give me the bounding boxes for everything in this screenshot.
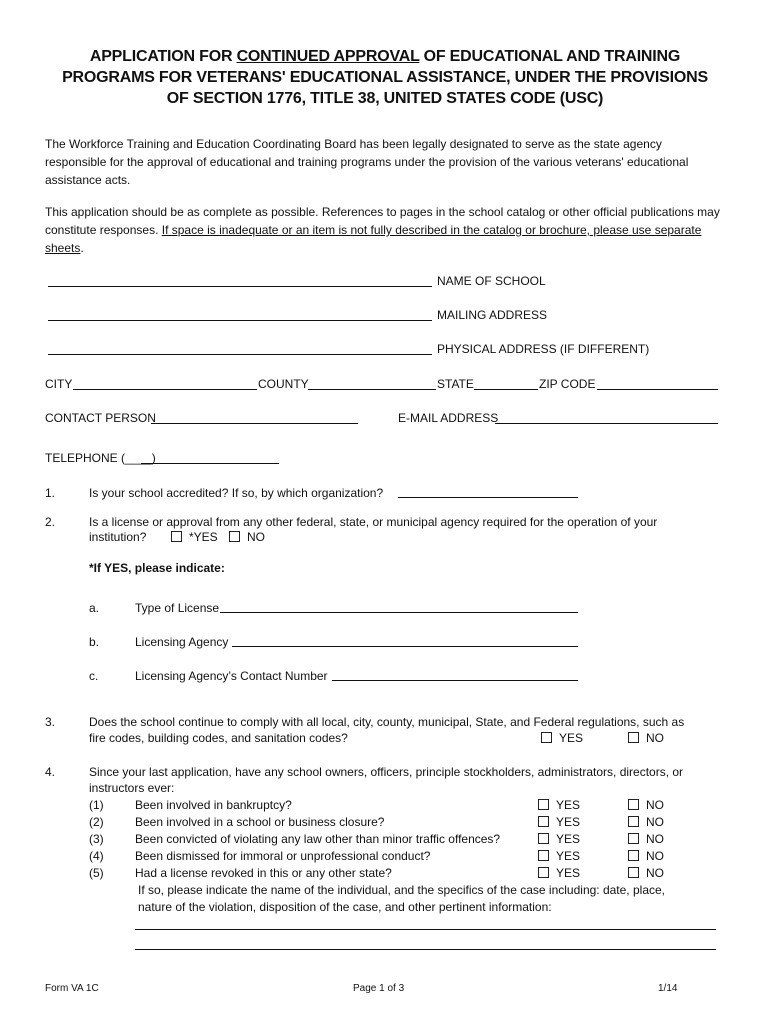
no-label: NO [646, 815, 664, 829]
zip-line[interactable] [597, 389, 718, 390]
q4-item-no-option[interactable] [628, 865, 664, 881]
q2-no-label: NO [247, 530, 265, 544]
q2-yes-label: *YES [189, 530, 218, 544]
q2-if-yes-heading: *If YES, please indicate: [89, 561, 225, 575]
q2-text-line1: Is a license or approval from any other federal, state, or municipal agency required for the operation of your [89, 515, 658, 529]
title-line1-underlined: CONTINUED APPROVAL [236, 48, 420, 65]
q2a-letter: a. [89, 601, 100, 615]
q2-number: 2. [45, 515, 56, 529]
q2-yes-option[interactable] [171, 529, 218, 545]
q3-no-checkbox[interactable] [628, 732, 639, 743]
physical-address-line[interactable] [48, 354, 432, 355]
q4-text-line2: instructors ever: [89, 781, 175, 795]
q4-item-no-option[interactable] [628, 831, 664, 847]
county-label: COUNTY [258, 377, 309, 391]
intro-paragraph-2 [45, 203, 725, 257]
q4-answer-line-1[interactable] [135, 929, 716, 930]
footer-date: 1/14 [658, 983, 678, 994]
q4-item-yes-option[interactable] [538, 865, 580, 881]
q2c-letter: c. [89, 669, 99, 683]
q4-item-number: (1) [89, 798, 104, 812]
no-label: NO [646, 849, 664, 863]
q4-item-text: Been involved in bankruptcy? [135, 798, 292, 812]
q2-no-checkbox[interactable] [229, 531, 240, 542]
q4-followup-line2: nature of the violation, disposition of the case, and other pertinent information: [138, 900, 552, 914]
zip-label: ZIP CODE [539, 377, 596, 391]
q4-item-text: Been convicted of violating any law other than minor traffic offences? [135, 832, 501, 846]
telephone-line[interactable] [141, 463, 279, 464]
yes-checkbox[interactable] [538, 833, 549, 844]
mailing-address-line[interactable] [48, 320, 432, 321]
q4-item-text: Been involved in a school or business closure? [135, 815, 385, 829]
q2a-label: Type of License [135, 601, 220, 615]
title-line2: PROGRAMS FOR VETERANS' EDUCATIONAL ASSISTANCE, UNDER THE PROVISIONS [62, 69, 708, 86]
intro-paragraph-2-plain: This application should be as complete as possible. References to pages in the school catalog or other official publications may constitute responses. [45, 205, 720, 237]
q2b-label: Licensing Agency [135, 635, 229, 649]
q4-item-number: (3) [89, 832, 104, 846]
yes-checkbox[interactable] [538, 867, 549, 878]
city-label: CITY [45, 377, 73, 391]
physical-address-label: PHYSICAL ADDRESS (IF DIFFERENT) [437, 342, 650, 356]
no-checkbox[interactable] [628, 816, 639, 827]
yes-checkbox[interactable] [538, 816, 549, 827]
q3-no-option[interactable] [628, 730, 664, 746]
email-label: E-MAIL ADDRESS [398, 411, 499, 425]
email-line[interactable] [495, 423, 718, 424]
no-checkbox[interactable] [628, 850, 639, 861]
q4-item-number: (4) [89, 849, 104, 863]
q4-number: 4. [45, 765, 56, 779]
yes-checkbox[interactable] [538, 850, 549, 861]
title-line3: OF SECTION 1776, TITLE 38, UNITED STATES CODE (USC) [166, 90, 604, 107]
q4-item-text: Been dismissed for immoral or unprofessional conduct? [135, 849, 431, 863]
q4-followup-line1: If so, please indicate the name of the individual, and the specifics of the case including: date, place, [138, 883, 665, 897]
state-line[interactable] [474, 389, 538, 390]
state-label: STATE [437, 377, 474, 391]
q4-item-no-option[interactable] [628, 797, 664, 813]
q4-item-yes-option[interactable] [538, 814, 580, 830]
q2b-answer-line[interactable] [232, 646, 578, 647]
q3-yes-checkbox[interactable] [541, 732, 552, 743]
q2-text-line2: institution? [89, 530, 147, 544]
q2c-answer-line[interactable] [332, 680, 578, 681]
no-checkbox[interactable] [628, 799, 639, 810]
intro-paragraph-1: The Workforce Training and Education Coordinating Board has been legally designated to serve as the state agency responsible for the approval of educational and training programs under the provision of the various veterans' educational assistance acts. [45, 137, 689, 187]
name-of-school-label: NAME OF SCHOOL [437, 274, 546, 288]
yes-label: YES [556, 798, 581, 812]
q3-yes-option[interactable] [541, 730, 583, 746]
footer-page-number: Page 1 of 3 [353, 983, 405, 994]
yes-label: YES [556, 815, 581, 829]
q3-text-line1: Does the school continue to comply with all local, city, county, municipal, State, and Federal regulations, such as [89, 715, 685, 729]
footer-form-id: Form VA 1C [45, 983, 99, 994]
intro-paragraph-2-end: . [80, 241, 84, 255]
yes-label: YES [556, 866, 581, 880]
document-title [20, 46, 750, 109]
contact-person-label: CONTACT PERSON [45, 411, 156, 425]
city-line[interactable] [73, 389, 257, 390]
no-label: NO [646, 798, 664, 812]
q4-item-no-option[interactable] [628, 814, 664, 830]
q4-item-text: Had a license revoked in this or any other state? [135, 866, 392, 880]
no-label: NO [646, 832, 664, 846]
title-line1-post: OF EDUCATIONAL AND TRAINING [419, 48, 681, 65]
q4-item-yes-option[interactable] [538, 831, 580, 847]
county-line[interactable] [308, 389, 436, 390]
yes-checkbox[interactable] [538, 799, 549, 810]
no-label: NO [646, 866, 664, 880]
q4-item-yes-option[interactable] [538, 797, 580, 813]
no-checkbox[interactable] [628, 833, 639, 844]
q4-item-no-option[interactable] [628, 848, 664, 864]
q2c-label: Licensing Agency’s Contact Number [135, 669, 328, 683]
yes-label: YES [556, 832, 581, 846]
mailing-address-label: MAILING ADDRESS [437, 308, 548, 322]
title-line1-pre: APPLICATION FOR [89, 48, 237, 65]
q3-number: 3. [45, 715, 56, 729]
q2-yes-checkbox[interactable] [171, 531, 182, 542]
q4-item-number: (5) [89, 866, 104, 880]
q3-text-line2: fire codes, building codes, and sanitation codes? [89, 731, 348, 745]
yes-label: YES [556, 849, 581, 863]
q4-text-line1: Since your last application, have any school owners, officers, principle stockholders, administrators, directors, or [89, 765, 684, 779]
q4-item-yes-option[interactable] [538, 848, 580, 864]
contact-person-line[interactable] [151, 423, 358, 424]
q2-no-option[interactable] [229, 529, 265, 545]
q4-answer-line-2[interactable] [135, 949, 716, 950]
q3-yes-label: YES [559, 731, 584, 745]
name-of-school-line[interactable] [48, 286, 432, 287]
q1-text: Is your school accredited? If so, by which organization? [89, 486, 384, 500]
q3-no-label: NO [646, 731, 664, 745]
q4-item-number: (2) [89, 815, 104, 829]
q2a-answer-line[interactable] [220, 612, 578, 613]
intro-paragraph-2-underlined: If space is inadequate or an item is not fully described in the catalog or brochure, please use separate sheets [45, 223, 702, 255]
no-checkbox[interactable] [628, 867, 639, 878]
q2b-letter: b. [89, 635, 100, 649]
q1-number: 1. [45, 486, 56, 500]
q1-answer-line[interactable] [398, 497, 578, 498]
telephone-label: TELEPHONE (____) [45, 451, 156, 465]
